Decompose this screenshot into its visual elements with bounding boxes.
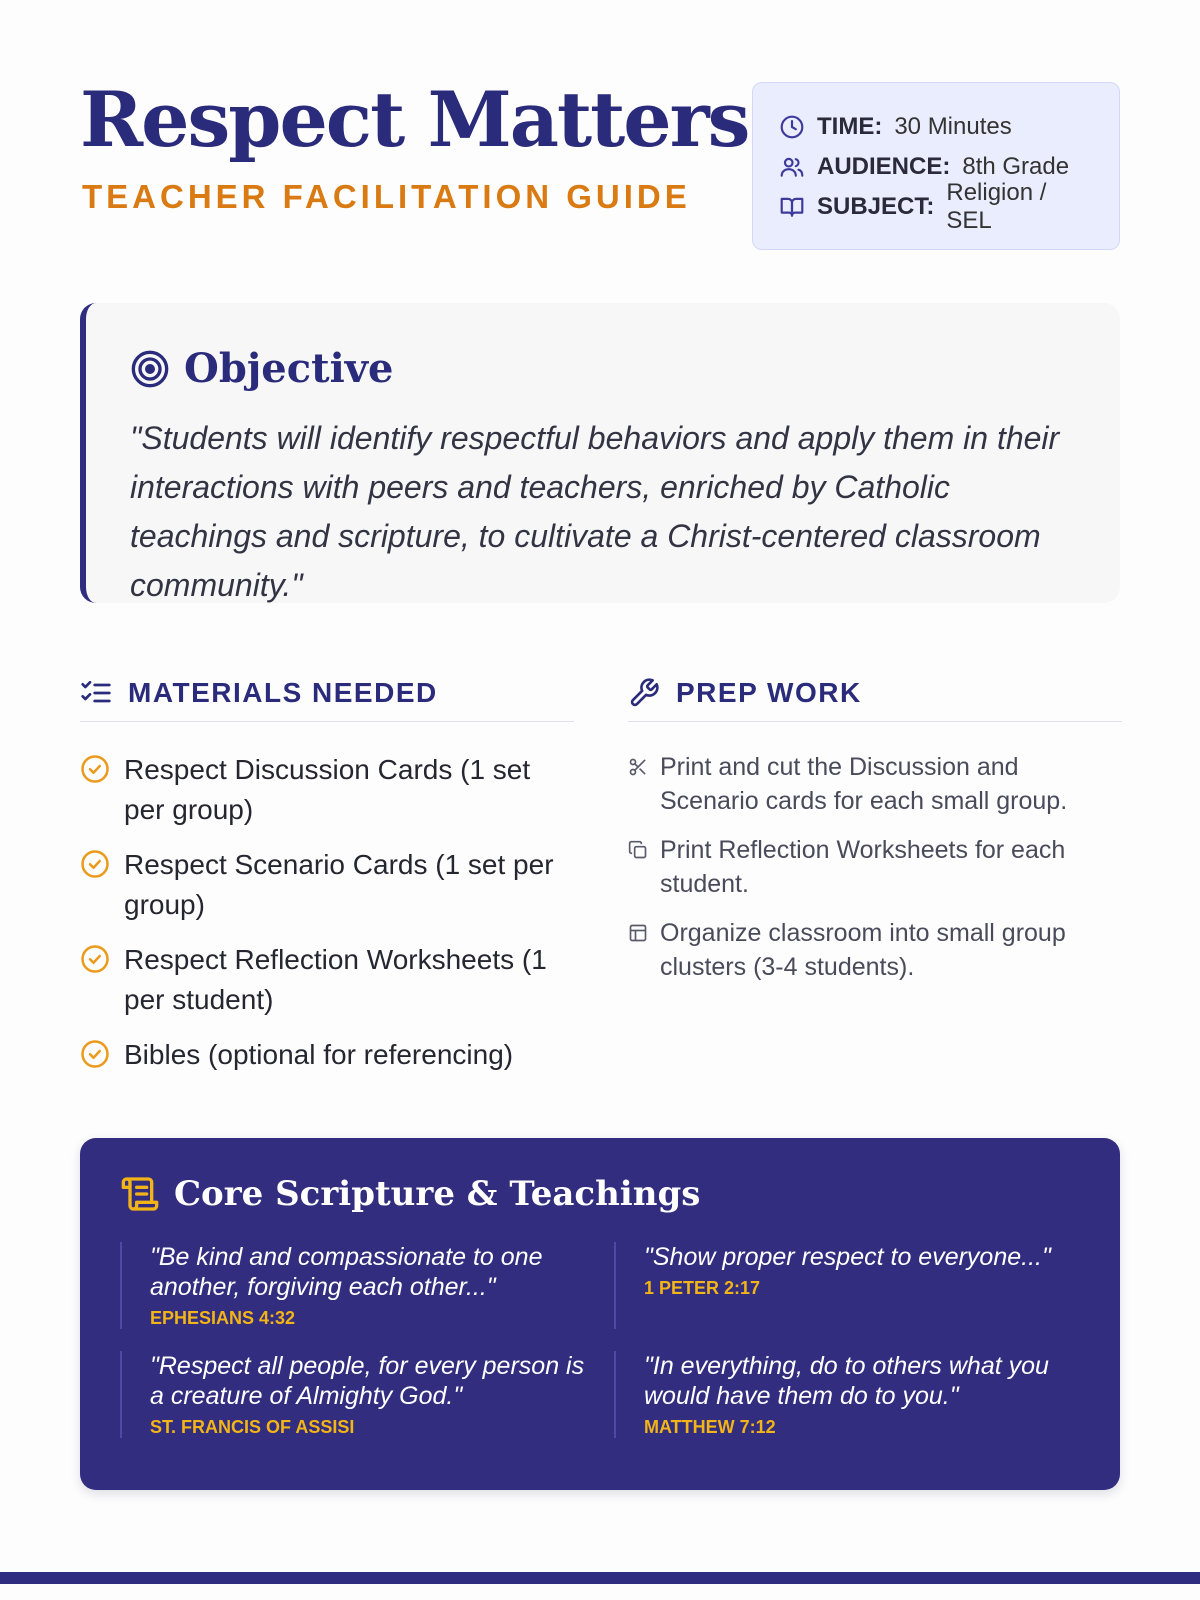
scissors-icon bbox=[628, 757, 648, 777]
scripture-header bbox=[120, 1174, 1080, 1214]
prep-text: Print and cut the Discussion and Scenario cards for each small group. bbox=[660, 753, 1068, 815]
quote-text: "In everything, do to others what you would have them do to you." bbox=[644, 1352, 1049, 1410]
materials-title: MATERIALS NEEDED bbox=[128, 676, 438, 708]
scripture-title: Core Scripture & Teachings bbox=[174, 1174, 701, 1214]
list-item bbox=[628, 916, 1122, 984]
meta-audience-value: 8th Grade bbox=[962, 153, 1070, 180]
quote-card bbox=[614, 1242, 1108, 1329]
prep-list bbox=[628, 750, 1122, 984]
scripture-panel bbox=[80, 1138, 1120, 1490]
page-title: Respect Matters bbox=[80, 75, 749, 164]
material-text: Respect Scenario Cards (1 set per group) bbox=[124, 849, 554, 920]
prep-text: Organize classroom into small group clusters (3-4 students). bbox=[660, 919, 1066, 981]
objective-card bbox=[80, 303, 1120, 603]
checklist-icon bbox=[80, 677, 112, 709]
quote-reference: ST. FRANCIS OF ASSISI bbox=[150, 1417, 355, 1437]
quote-grid bbox=[120, 1242, 1080, 1438]
quote-reference: MATTHEW 7:12 bbox=[644, 1417, 776, 1437]
users-icon bbox=[779, 154, 805, 180]
meta-subject bbox=[779, 179, 1093, 234]
objective-header bbox=[130, 345, 1080, 392]
meta-audience-label: AUDIENCE: bbox=[817, 153, 951, 180]
prep-header bbox=[628, 670, 1122, 722]
lesson-info-box bbox=[752, 82, 1120, 250]
check-circle-icon bbox=[80, 1039, 110, 1069]
quote-text: "Show proper respect to everyone..." bbox=[644, 1243, 1051, 1271]
material-text: Bibles (optional for referencing) bbox=[124, 1039, 514, 1070]
quote-reference: 1 PETER 2:17 bbox=[644, 1278, 761, 1298]
book-open-icon bbox=[779, 194, 805, 220]
list-item bbox=[80, 845, 574, 925]
prep-title: PREP WORK bbox=[676, 676, 862, 708]
check-circle-icon bbox=[80, 849, 110, 879]
layout-icon bbox=[628, 923, 648, 943]
list-item bbox=[628, 750, 1122, 818]
material-text: Respect Reflection Worksheets (1 per student) bbox=[124, 944, 547, 1015]
quote-card bbox=[120, 1351, 614, 1438]
materials-header bbox=[80, 670, 574, 722]
meta-subject-label: SUBJECT: bbox=[817, 193, 935, 220]
quote-card bbox=[120, 1242, 614, 1329]
prep-section bbox=[628, 670, 1122, 999]
quote-text: "Respect all people, for every person is a creature of Almighty God." bbox=[150, 1352, 585, 1410]
clock-icon bbox=[779, 114, 805, 140]
scroll-icon bbox=[120, 1174, 160, 1214]
materials-section bbox=[80, 670, 574, 1090]
prep-text: Print Reflection Worksheets for each student. bbox=[660, 836, 1066, 898]
objective-title: Objective bbox=[184, 345, 394, 392]
target-icon bbox=[130, 349, 170, 389]
check-circle-icon bbox=[80, 944, 110, 974]
quote-reference: EPHESIANS 4:32 bbox=[150, 1308, 296, 1328]
check-circle-icon bbox=[80, 754, 110, 784]
meta-time-value: 30 Minutes bbox=[894, 113, 1012, 140]
quote-text: "Be kind and compassionate to one another, forgiving each other..." bbox=[150, 1243, 543, 1301]
meta-time-label: TIME: bbox=[817, 113, 883, 140]
meta-time bbox=[779, 107, 1093, 147]
meta-subject-value: Religion / SEL bbox=[946, 179, 1047, 234]
copy-icon bbox=[628, 840, 648, 860]
materials-list bbox=[80, 750, 574, 1075]
list-item bbox=[80, 1035, 574, 1075]
wrench-icon bbox=[628, 677, 660, 709]
footer-bar bbox=[0, 1572, 1200, 1584]
objective-text: "Students will identify respectful behaviors and apply them in their interactions with peers and teachers, enriched by Catholic teachings and scripture, to cultivate a Christ-centered classroom community." bbox=[130, 420, 1060, 603]
list-item bbox=[628, 833, 1122, 901]
material-text: Respect Discussion Cards (1 set per group) bbox=[124, 754, 531, 825]
quote-card bbox=[614, 1351, 1108, 1438]
list-item bbox=[80, 750, 574, 830]
list-item bbox=[80, 940, 574, 1020]
page-subtitle: TEACHER FACILITATION GUIDE bbox=[82, 178, 691, 215]
